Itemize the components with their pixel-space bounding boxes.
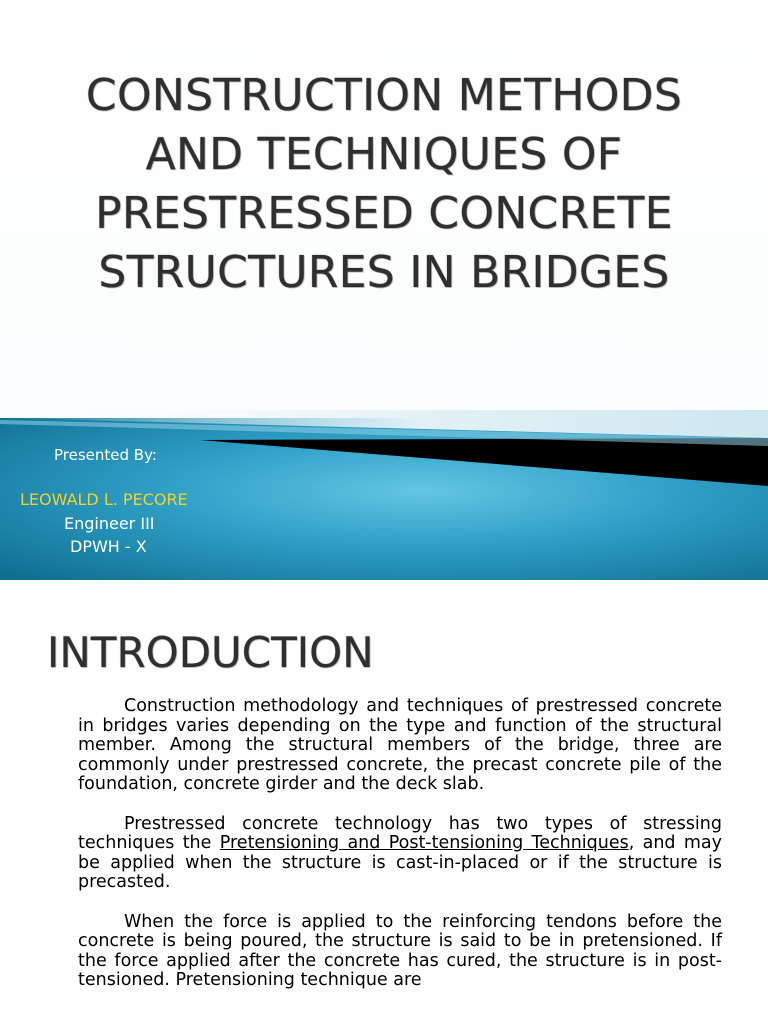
presenter-name: LEOWALD L. PECORE xyxy=(20,490,188,509)
introduction-body xyxy=(78,697,722,1011)
introduction-slide xyxy=(0,580,768,1024)
paragraph-2 xyxy=(78,815,722,893)
introduction-heading: INTRODUCTION xyxy=(47,628,374,677)
paragraph-2-end: , and may be applied when the structure is cast-in-placed or if the structure is precasted. xyxy=(78,833,722,892)
presenter-block xyxy=(0,410,768,580)
paragraph-1: Construction methodology and techniques of prestressed concrete in bridges varies depending on the type and function of the structural member. Among the structural members of the bridge, three are commonly under prestressed concrete, the precast concrete pile of the foundation, concrete girder and the deck slab. xyxy=(78,696,722,794)
paragraph-2-start: Prestressed concrete technology has two types of stressing techniques the xyxy=(78,813,722,853)
decorative-band xyxy=(0,410,768,580)
presentation-title: CONSTRUCTION METHODS AND TECHNIQUES OF PRESTRESSED CONCRETE STRUCTURES IN BRIDGES xyxy=(85,70,683,298)
presenter-org: DPWH - X xyxy=(70,537,147,556)
presented-by-label: Presented By: xyxy=(54,446,157,464)
presenter-role: Engineer III xyxy=(64,514,155,533)
paragraph-2-underlined: Pretensioning and Post-tensioning Techniques xyxy=(219,833,629,853)
paragraph-3: When the force is applied to the reinforcing tendons before the concrete is being poured, the structure is said to be in pretensioned. If the force applied after the concrete has cured, the structure is in post-tensioned. Pretensioning technique are xyxy=(78,911,722,990)
